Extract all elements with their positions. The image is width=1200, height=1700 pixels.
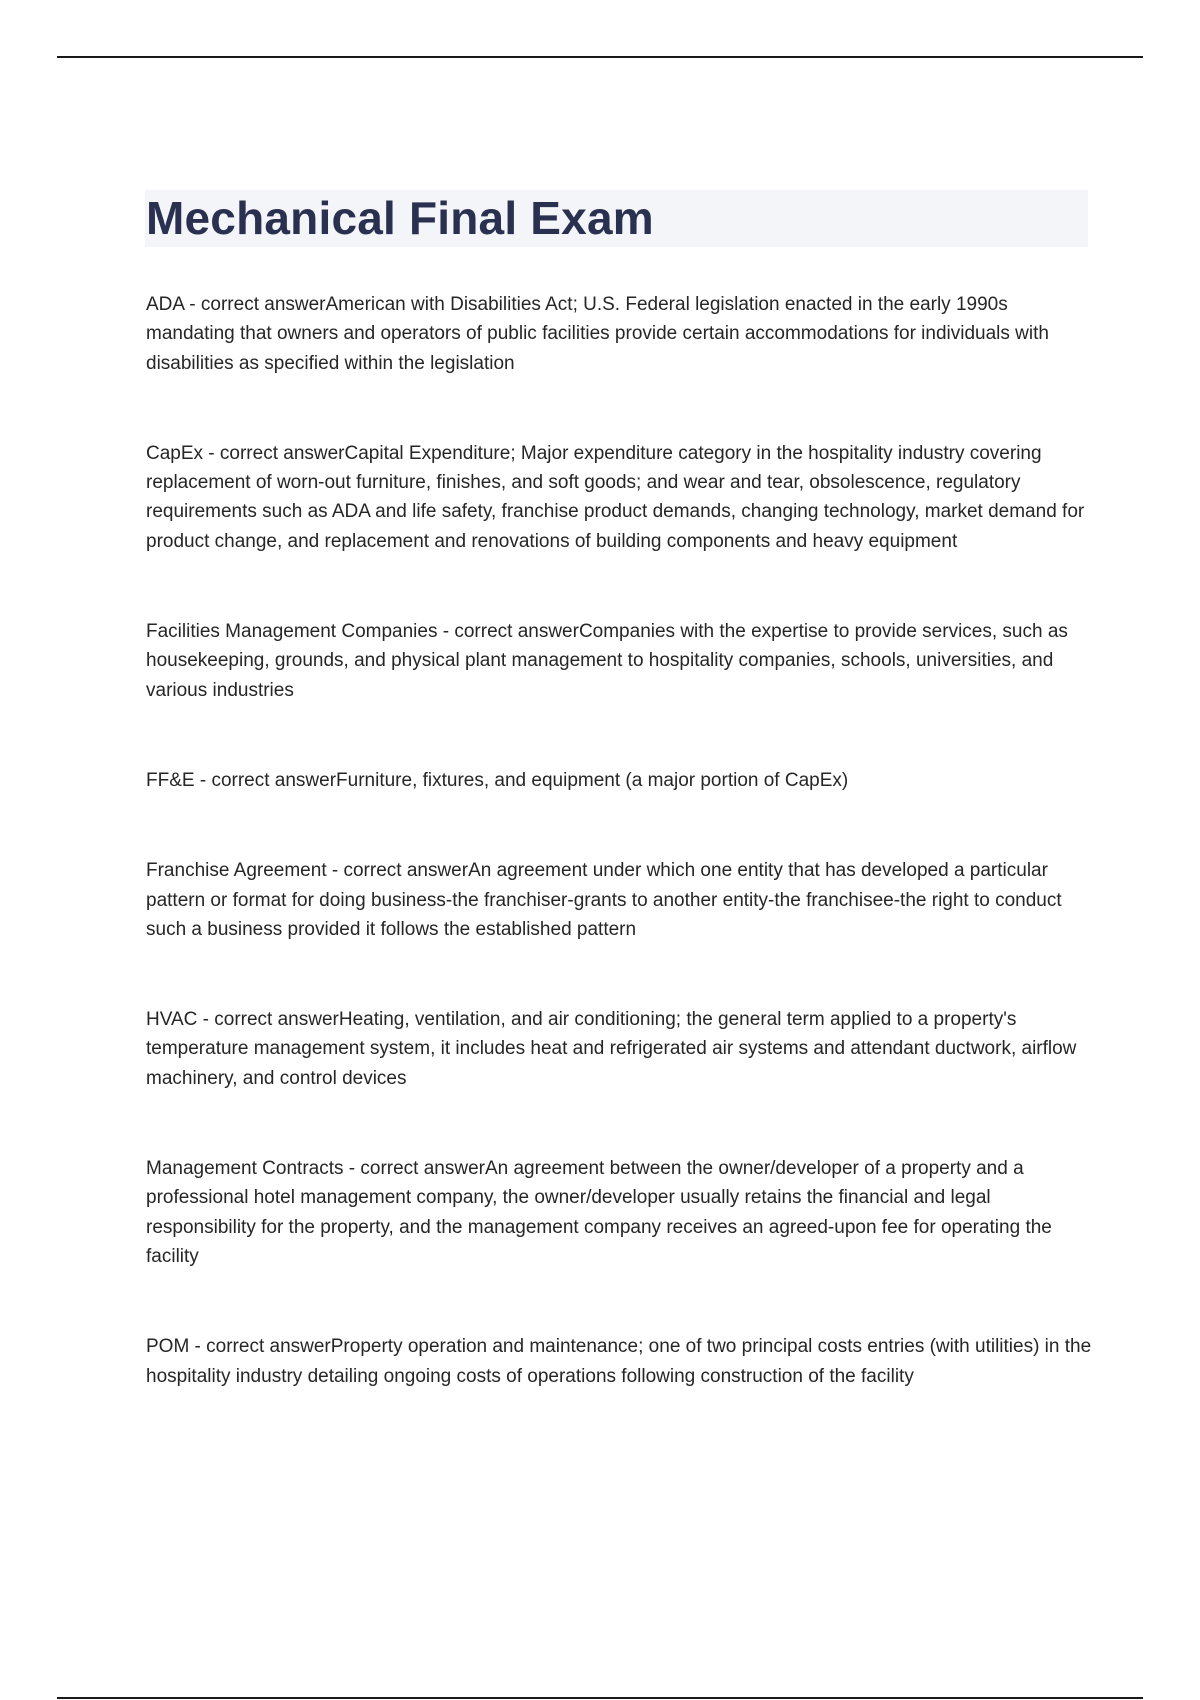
header-rule <box>57 56 1143 58</box>
page-title: Mechanical Final Exam <box>146 192 654 244</box>
entry-pom: POM - correct answerProperty operation and maintenance; one of two principal costs entries (with utilities) in the hospitality industry detailing ongoing costs of operations following construction of the facility <box>146 1336 1092 1387</box>
entry-hvac: HVAC - correct answerHeating, ventilation, and air conditioning; the general term applied to a property's temperature management system, it includes heat and refrigerated air systems and attendant ductwork, airflow machinery, and control devices <box>146 1009 1077 1089</box>
entry-list <box>146 290 1096 1452</box>
entry-ada: ADA - correct answerAmerican with Disabilities Act; U.S. Federal legislation enacted in the early 1990s mandating that owners and operators of public facilities provide certain accommodations for individuals with disabilities as specified within the legislation <box>146 294 1049 374</box>
entry-capex: CapEx - correct answerCapital Expenditure; Major expenditure category in the hospitality industry covering replacement of worn-out furniture, finishes, and soft goods; and wear and tear, obsolescence, regulatory requirements such as ADA and life safety, franchise product demands, changing technology, market demand for product change, and replacement and renovations of building components and heavy equipment <box>146 442 1085 552</box>
entry-franchise-agreement: Franchise Agreement - correct answerAn agreement under which one entity that has developed a particular pattern or format for doing business-the franchiser-grants to another entity-the franchisee-the right to conduct such a business provided it follows the established pattern <box>146 860 1062 940</box>
entry-facilities-management: Facilities Management Companies - correct answerCompanies with the expertise to provide services, such as housekeeping, grounds, and physical plant management to hospitality companies, schools, universities, and various industries <box>146 621 1068 701</box>
entry-ffe: FF&E - correct answerFurniture, fixtures, and equipment (a major portion of CapEx) <box>146 769 849 791</box>
footer-rule <box>57 1697 1143 1699</box>
entry-management-contracts: Management Contracts - correct answerAn agreement between the owner/developer of a property and a professional hotel management company, the owner/developer usually retains the financial and legal responsibility for the property, and the management company receives an agreed-upon fee for operating the facility <box>146 1158 1052 1267</box>
